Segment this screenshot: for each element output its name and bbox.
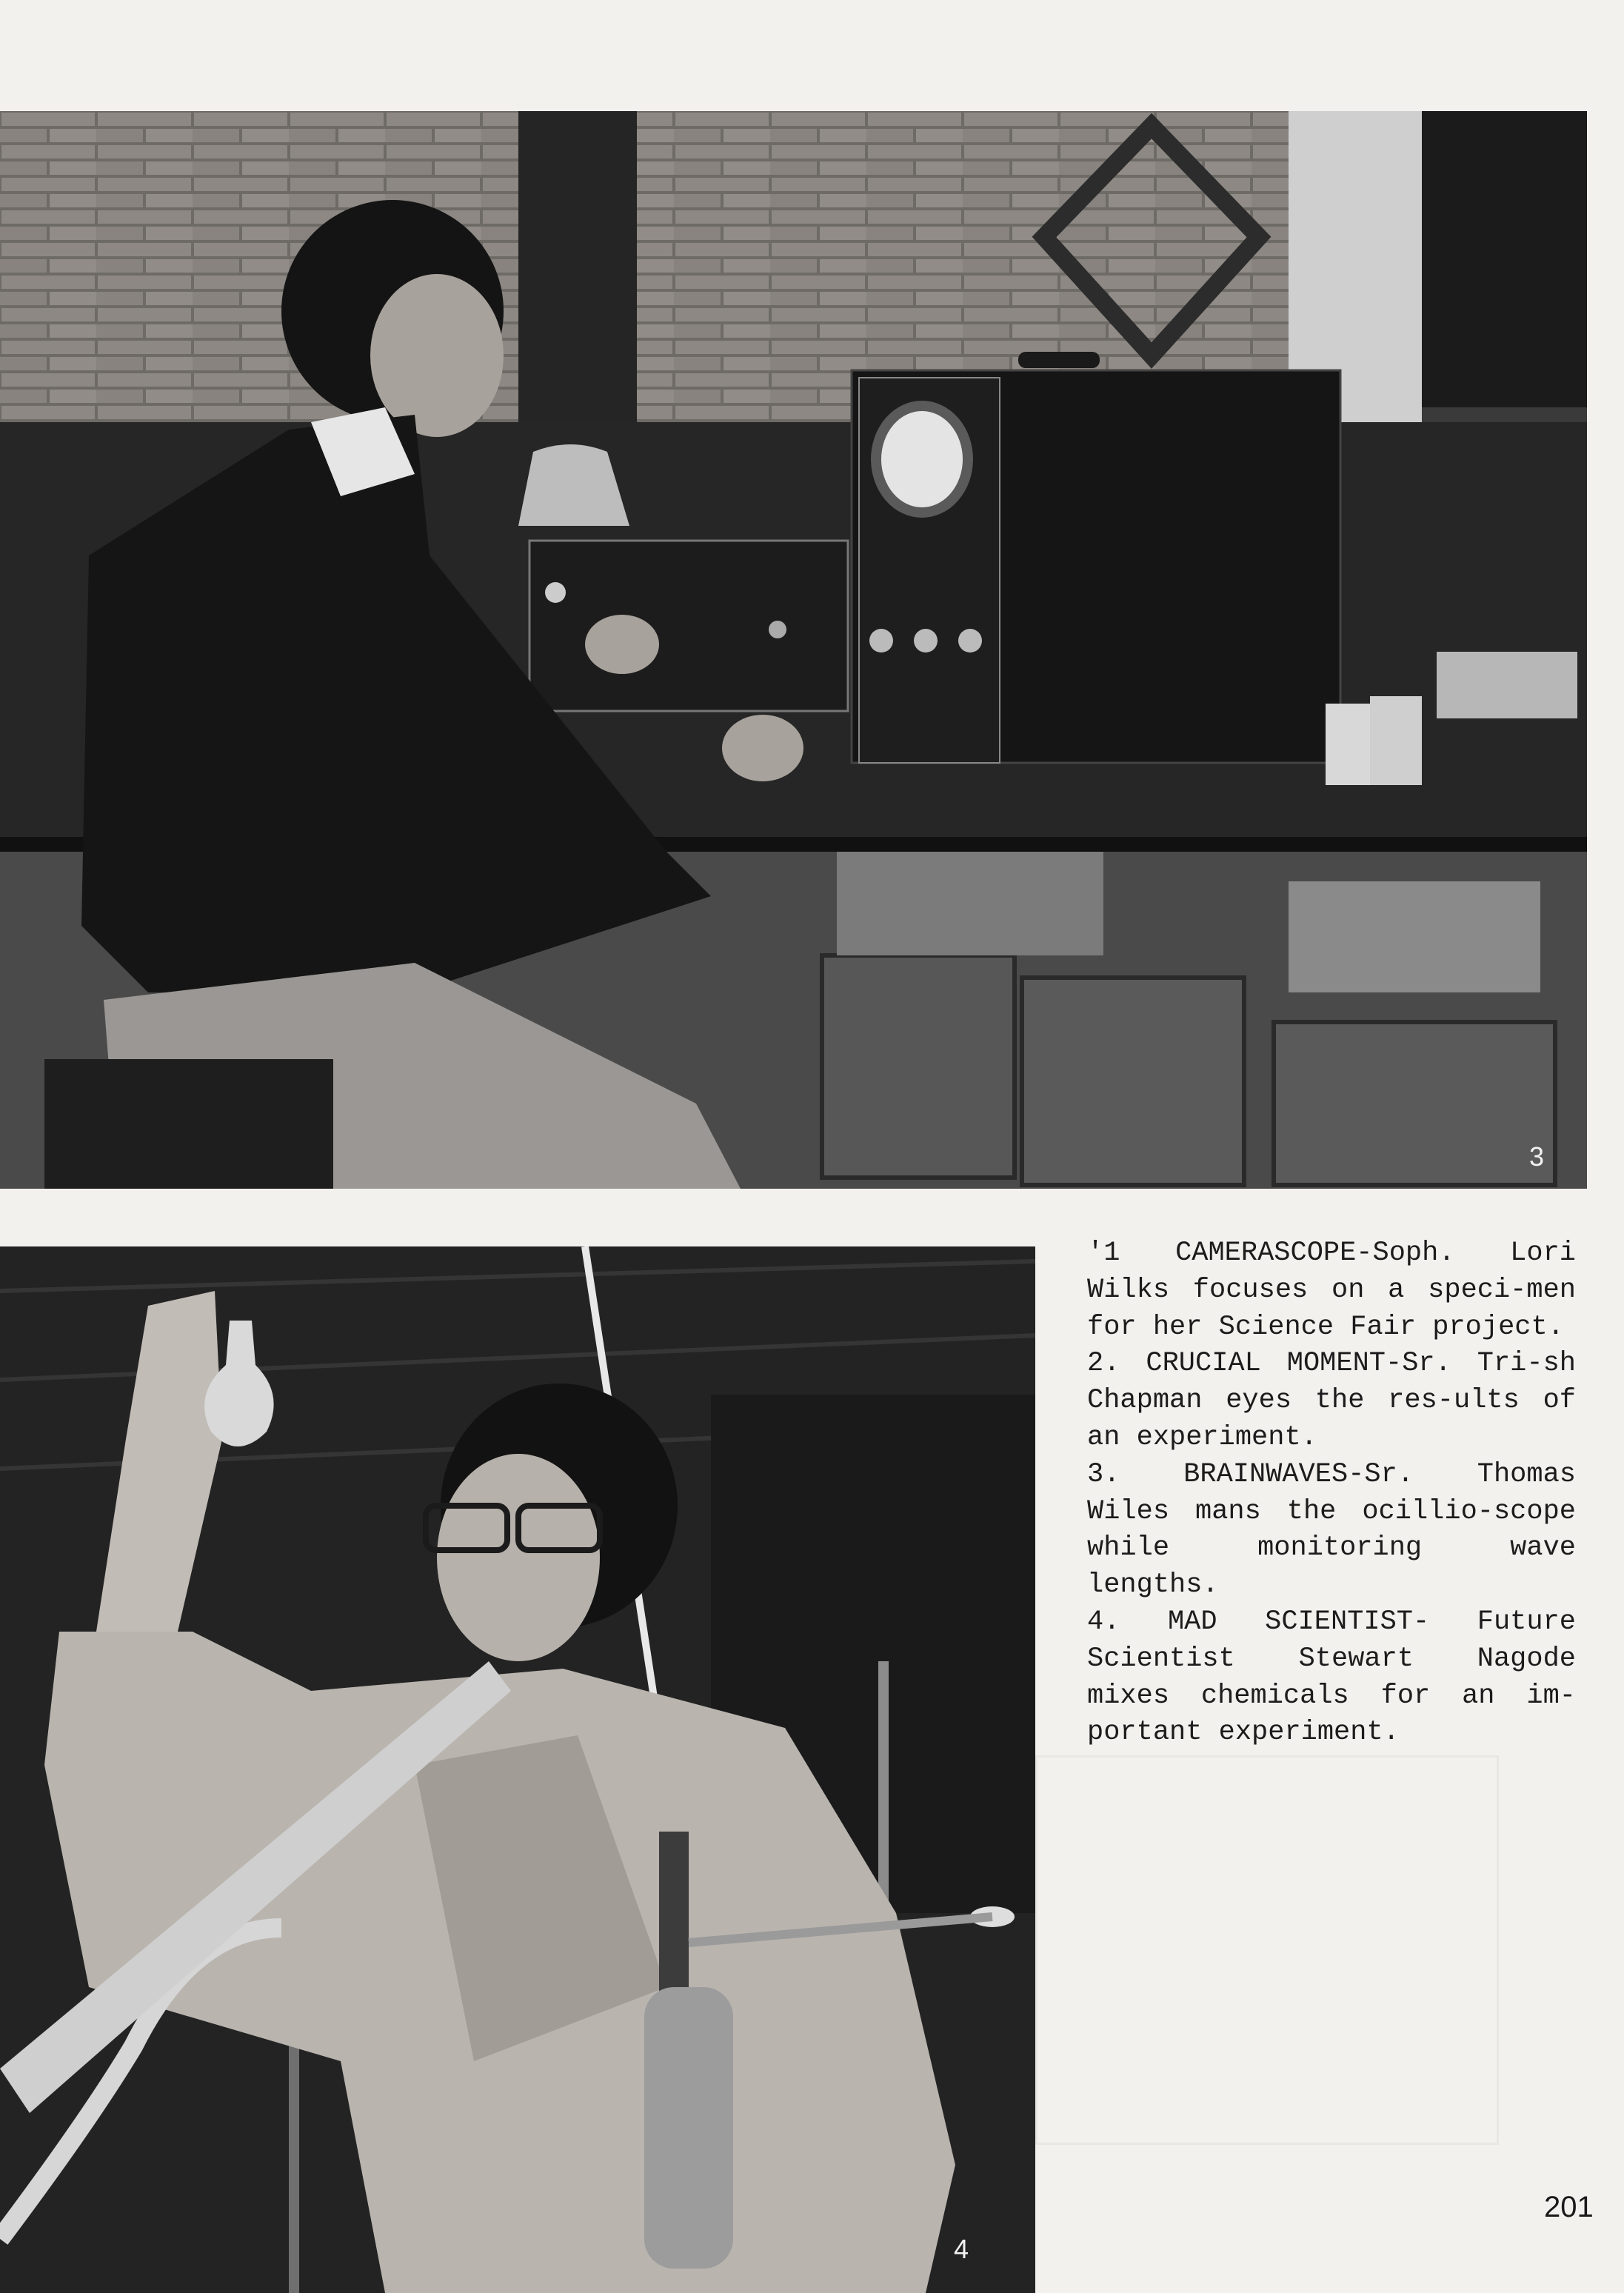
photo-number-3: 3 bbox=[1528, 1141, 1544, 1172]
photo-oscilloscope-illustration bbox=[0, 111, 1587, 1189]
page-number: 201 bbox=[1544, 2191, 1594, 2223]
photo-chemistry-illustration bbox=[0, 1246, 1035, 2293]
caption-block bbox=[1087, 1235, 1576, 1752]
caption-3: 3. BRAINWAVES-Sr. Thomas Wiles mans the ocillio-scope while monitoring wave lengths. bbox=[1087, 1458, 1576, 1601]
photo-chemistry-experiment bbox=[0, 1246, 1035, 2293]
caption-1: '1 CAMERASCOPE-Soph. Lori Wilks focuses on a speci-men for her Science Fair project. bbox=[1087, 1238, 1576, 1343]
caption-2: 2. CRUCIAL MOMENT-Sr. Tri-sh Chapman eyes the res-ults of an experiment. bbox=[1087, 1348, 1576, 1453]
bleed-through-shadow bbox=[1035, 1755, 1499, 2145]
photo-oscilloscope-lab bbox=[0, 111, 1587, 1189]
caption-4: 4. MAD SCIENTIST- Future Scientist Stewart Nagode mixes chemicals for an im-portant experiment. bbox=[1087, 1606, 1576, 1749]
photo-number-4: 4 bbox=[954, 2234, 969, 2264]
